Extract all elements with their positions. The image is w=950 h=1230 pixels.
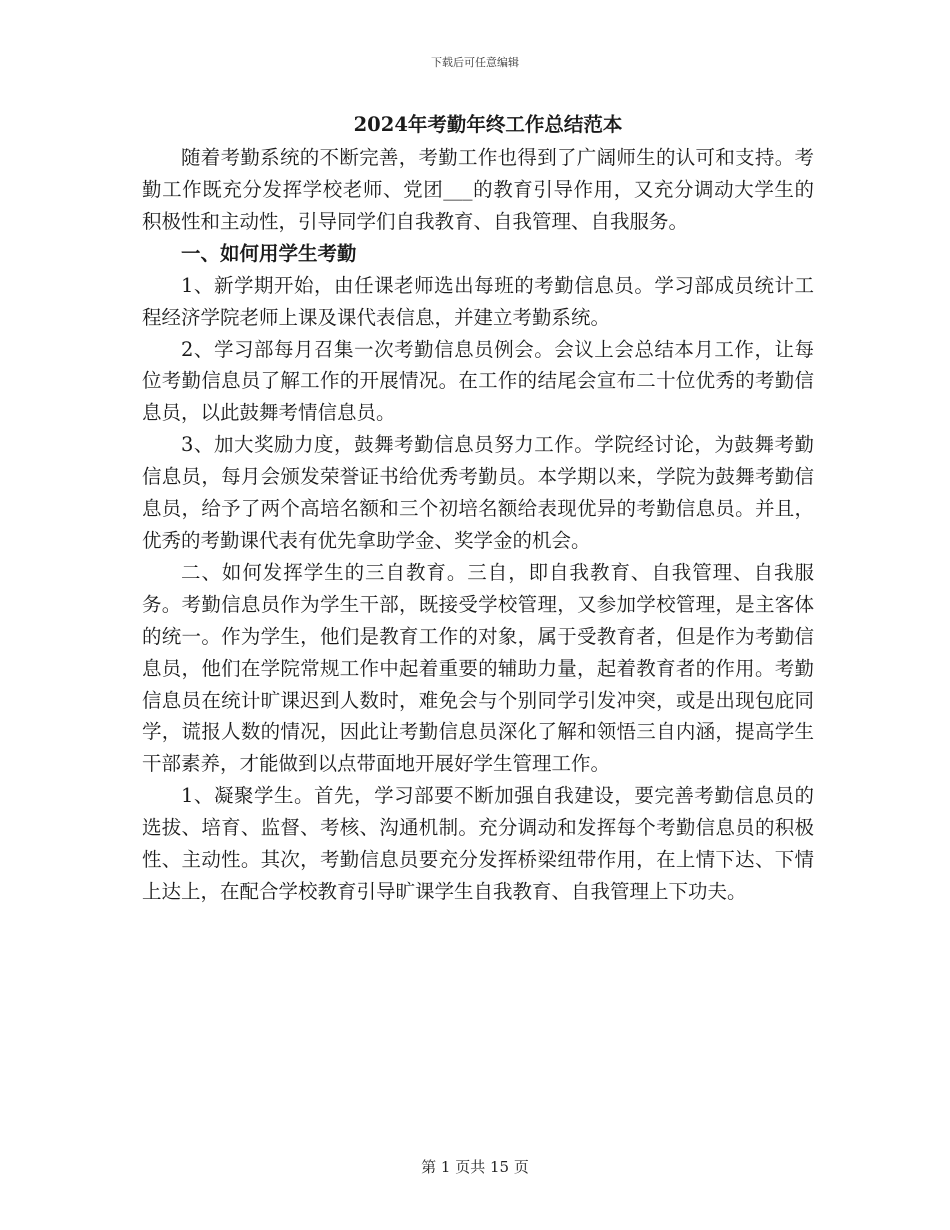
section-heading-1: 一、如何用学生考勤 — [181, 241, 357, 265]
document-title: 2024年考勤年终工作总结范本 — [353, 113, 623, 136]
header-note: 下载后可任意编辑 — [431, 56, 519, 69]
section1-paragraph-3: 3、加大奖励力度，鼓舞考勤信息员努力工作。学院经讨论，为鼓舞考勤信息员，每月会颁发荣誉证书给优秀考勤员。本学期以来，学院为鼓舞考勤信息员，给予了两个高培名额和三个初培名额给表现优异的考勤信息员。并且，优秀的考勤课代表有优先拿助学金、奖学金的机会。 — [142, 433, 814, 552]
intro-paragraph: 随着考勤系统的不断完善，考勤工作也得到了广阔师生的认可和支持。考勤工作既充分发挥学校老师、党团___的教育引导作用，又充分调动大学生的积极性和主动性，引导同学们自我教育、自我管理、自我服务。 — [142, 146, 814, 233]
section1-paragraph-1: 1、新学期开始，由任课老师选出每班的考勤信息员。学习部成员统计工程经济学院老师上课及课代表信息，并建立考勤系统。 — [142, 273, 814, 329]
section2-paragraph-1: 1、凝聚学生。首先，学习部要不断加强自我建设，要完善考勤信息员的选拔、培育、监督、考核、沟通机制。充分调动和发挥每个考勤信息员的积极性、主动性。其次，考勤信息员要充分发挥桥梁纽带作用，在上情下达、下情上达上，在配合学校教育引导旷课学生自我教育、自我管理上下功夫。 — [142, 784, 814, 903]
page-number: 第 1 页共 15 页 — [421, 1158, 529, 1176]
document-body — [142, 108, 814, 908]
section1-paragraph-2: 2、学习部每月召集一次考勤信息员例会。会议上会总结本月工作，让每位考勤信息员了解工作的开展情况。在工作的结尾会宣布二十位优秀的考勤信息员，以此鼓舞考情信息员。 — [142, 337, 814, 425]
section2-paragraph: 二、如何发挥学生的三自教育。三自，即自我教育、自我管理、自我服务。考勤信息员作为学生干部，既接受学校管理，又参加学校管理，是主客体的统一。作为学生，他们是教育工作的对象，属于受教育者，但是作为考勤信息员，他们在学院常规工作中起着重要的辅助力量，起着教育者的作用。考勤信息员在统计旷课迟到人数时，难免会与个别同学引发冲突，或是出现包庇同学，谎报人数的情况，因此让考勤信息员深化了解和领悟三自内涵，提高学生干部素养，才能做到以点带面地开展好学生管理工作。 — [142, 560, 814, 776]
